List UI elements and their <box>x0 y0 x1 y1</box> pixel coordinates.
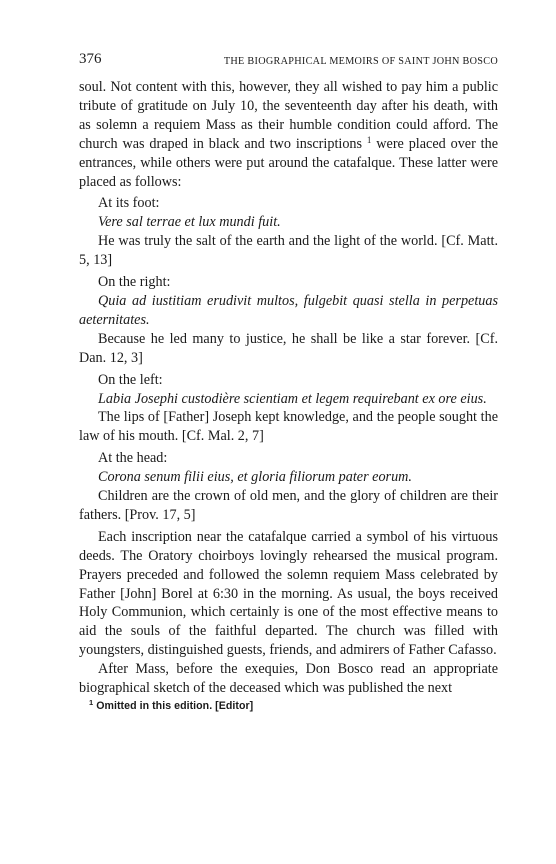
inscription-paragraph: Each inscription near the catafalque carried a symbol of his virtuous deeds. The Oratory choirboys lovingly rehearsed the musical program. Prayers preceded and followed the solemn requiem Mass celebrated by Father [John] Borel at 6:30 in the morning. As usual, the boys received Holy Communion, which certainly is one of the most effective means to aid the souls of the faithful departed. The church was filled with youngsters, distinguished guests, friends, and admirers of Father Cafasso. <box>79 528 498 659</box>
after-mass-paragraph: After Mass, before the exequies, Don Bosco read an appropriate biographical sketch of the deceased which was published the next <box>79 661 498 697</box>
intro-text: soul. Not content with this, however, they all wished to pay him a public tribute of gratitude on July 10, the seventeenth day after his death, with as solemn a requiem Mass as their humble condition could afford. The church was draped in black and two inscriptions <box>79 79 498 152</box>
running-title: THE BIOGRAPHICAL MEMOIRS OF SAINT JOHN BOSCO <box>223 56 498 67</box>
left-label: On the left: <box>98 371 163 388</box>
intro-text-tail: were placed over the entrances, while others were put around the catafalque. These latter were placed as follows: <box>79 135 499 190</box>
right-label: On the right: <box>98 274 171 291</box>
left-latin: Labia Josephi custodière scientiam et legem requirebant ex ore eius. <box>98 390 487 407</box>
footnote-reference: 1 <box>366 134 372 145</box>
page-header <box>79 50 498 78</box>
foot-english: He was truly the salt of the earth and the light of the world. [Cf. Matt. 5, 13] <box>79 233 498 269</box>
right-latin: Quia ad iustitiam erudivit multos, fulgebit quasi stella in perpetuas aeternitates. <box>79 292 498 328</box>
page-number: 376 <box>79 51 102 67</box>
footnote-marker: 1 <box>89 698 94 707</box>
right-english: Because he led many to justice, he shall be like a star forever. [Cf. Dan. 12, 3] <box>79 330 498 366</box>
book-page <box>79 50 498 713</box>
footnote <box>79 699 498 713</box>
foot-label: At its foot: <box>98 195 160 212</box>
intro-paragraph <box>79 78 498 191</box>
footnote-text: Omitted in this edition. [Editor] <box>93 700 254 712</box>
head-label: At the head: <box>98 450 168 467</box>
head-latin: Corona senum filii eius, et gloria filiorum pater eorum. <box>98 469 412 486</box>
foot-latin: Vere sal terrae et lux mundi fuit. <box>98 214 281 231</box>
left-english: The lips of [Father] Joseph kept knowledge, and the people sought the law of his mouth. [Cf. Mal. 2, 7] <box>79 409 498 445</box>
head-english: Children are the crown of old men, and the glory of children are their fathers. [Prov. 17, 5] <box>79 488 498 523</box>
